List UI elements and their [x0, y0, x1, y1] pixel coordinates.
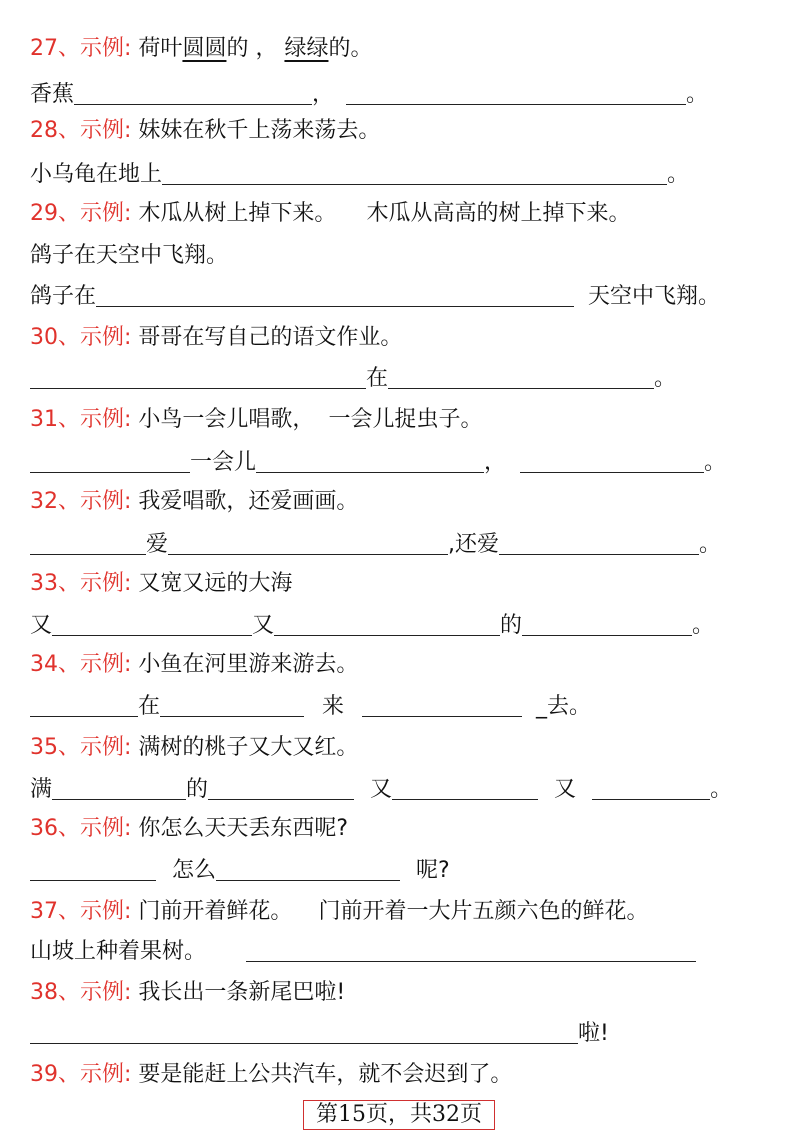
- q37-example-line: [30, 897, 648, 927]
- answer-blank[interactable]: [392, 777, 538, 800]
- q37-example-2: 门前开着一大片五颜六色的鲜花。: [318, 899, 649, 924]
- q34-fill-text: _去。: [536, 694, 592, 719]
- q35-example-line: [30, 733, 358, 763]
- q33-fill-text: 又: [252, 613, 275, 638]
- answer-blank[interactable]: [592, 777, 710, 800]
- q32-fill-text: ,还爱: [448, 532, 500, 557]
- q27-word-1: 圆圆: [182, 36, 227, 61]
- q27-text: 的 ，: [226, 36, 278, 61]
- q35-fill-text: 。: [710, 777, 733, 802]
- q33-fill-line: [30, 611, 714, 641]
- q37-example: 门前开着鲜花。: [138, 899, 293, 924]
- q29-example: 木瓜从树上掉下来。: [138, 201, 337, 226]
- answer-blank[interactable]: [346, 82, 686, 105]
- answer-blank[interactable]: [30, 1021, 578, 1044]
- q33-fill-text: 。: [692, 613, 715, 638]
- q38-example: 我长出一条新尾巴啦!: [138, 980, 346, 1005]
- q30-fill-text: 在: [366, 366, 389, 391]
- answer-blank[interactable]: [522, 613, 692, 636]
- q31-example: 小鸟一会儿唱歌，: [138, 407, 315, 432]
- q30-example: 哥哥在写自己的语文作业。: [138, 325, 403, 350]
- q39-label: 39、示例:: [30, 1062, 132, 1087]
- q27-text: 的。: [328, 36, 373, 61]
- q30-label: 30、示例:: [30, 325, 132, 350]
- q34-example-line: [30, 650, 358, 680]
- q34-fill-text: 来: [322, 694, 345, 719]
- q32-example: 我爱唱歌，还爱画画。: [138, 489, 359, 514]
- q31-fill-text: 一会儿: [190, 450, 257, 475]
- q34-label: 34、示例:: [30, 652, 132, 677]
- q35-fill-text: 又: [370, 777, 393, 802]
- q35-fill-text: 满: [30, 777, 53, 802]
- q29-sentence-line: [30, 241, 228, 271]
- answer-blank[interactable]: [30, 694, 138, 717]
- q32-fill-text: 。: [699, 532, 722, 557]
- q27-fill-line: [30, 80, 708, 110]
- answer-blank[interactable]: [168, 532, 448, 555]
- q33-fill-text: 又: [30, 613, 53, 638]
- answer-blank[interactable]: [30, 366, 366, 389]
- q30-fill-line: [30, 364, 676, 394]
- answer-blank[interactable]: [208, 777, 354, 800]
- answer-blank[interactable]: [30, 532, 146, 555]
- q39-example-line: [30, 1060, 512, 1090]
- q28-label: 28、示例:: [30, 118, 132, 143]
- q29-fill-text: 天空中飞翔。: [588, 284, 721, 309]
- q33-example-line: [30, 569, 292, 599]
- q37-label: 37、示例:: [30, 899, 132, 924]
- q32-label: 32、示例:: [30, 489, 132, 514]
- q31-fill-text: ，: [484, 450, 507, 475]
- q27-label: 27、示例:: [30, 36, 132, 61]
- q30-example-line: [30, 323, 402, 353]
- q31-example-2: 一会儿捉虫子。: [328, 407, 483, 432]
- answer-blank[interactable]: [388, 366, 654, 389]
- answer-blank[interactable]: [52, 613, 252, 636]
- q32-example-line: [30, 487, 358, 517]
- q29-fill-line: [30, 282, 720, 312]
- q31-fill-line: [30, 448, 726, 478]
- answer-blank[interactable]: [246, 939, 696, 962]
- q35-fill-line: [30, 775, 732, 805]
- q28-example-line: [30, 116, 380, 146]
- q32-fill-line: [30, 530, 721, 560]
- answer-blank[interactable]: [256, 450, 484, 473]
- q28-fill-text: 。: [667, 162, 690, 187]
- q36-label: 36、示例:: [30, 816, 132, 841]
- q30-fill-text: 。: [654, 366, 677, 391]
- q29-example-line: [30, 199, 630, 229]
- page-number: 第15页，共32页: [303, 1100, 495, 1130]
- answer-blank[interactable]: [499, 532, 699, 555]
- q36-fill-line: [30, 856, 450, 886]
- answer-blank[interactable]: [216, 858, 400, 881]
- answer-blank[interactable]: [74, 82, 312, 105]
- q29-fill-text: 鸽子在: [30, 284, 97, 309]
- q27-word-2: 绿绿: [284, 36, 329, 61]
- q33-fill-text: 的: [500, 613, 523, 638]
- q28-fill-text: 小乌龟在地上: [30, 162, 163, 187]
- q28-example: 妹妹在秋千上荡来荡去。: [138, 118, 381, 143]
- q36-example-line: [30, 814, 348, 844]
- answer-blank[interactable]: [96, 284, 574, 307]
- answer-blank[interactable]: [520, 450, 704, 473]
- q38-fill-text: 啦!: [578, 1021, 609, 1046]
- q34-fill-text: 在: [138, 694, 161, 719]
- q38-label: 38、示例:: [30, 980, 132, 1005]
- q33-label: 33、示例:: [30, 571, 132, 596]
- q31-fill-text: 。: [704, 450, 727, 475]
- q36-example: 你怎么天天丢东西呢?: [138, 816, 349, 841]
- q27-fill-text: ，: [312, 82, 335, 107]
- q29-label: 29、示例:: [30, 201, 132, 226]
- q36-fill-text: 怎么: [172, 858, 217, 883]
- q37-fill-line: [30, 937, 696, 967]
- q34-example: 小鱼在河里游来游去。: [138, 652, 359, 677]
- q39-example: 要是能赶上公共汽车，就不会迟到了。: [138, 1062, 513, 1087]
- q38-fill-line: [30, 1019, 609, 1049]
- q37-sentence: 山坡上种着果树。: [30, 939, 207, 964]
- q38-example-line: [30, 978, 345, 1008]
- q35-fill-text: 的: [186, 777, 209, 802]
- answer-blank[interactable]: [30, 450, 190, 473]
- q36-fill-text: 呢?: [416, 858, 450, 883]
- q29-sentence: 鸽子在天空中飞翔。: [30, 243, 229, 268]
- q27-text: 荷叶: [138, 36, 183, 61]
- answer-blank[interactable]: [162, 162, 667, 185]
- q27-fill-text: 香蕉: [30, 82, 75, 107]
- q35-label: 35、示例:: [30, 735, 132, 760]
- q34-fill-line: [30, 692, 591, 722]
- answer-blank[interactable]: [160, 694, 304, 717]
- answer-blank[interactable]: [362, 694, 522, 717]
- q35-fill-text: 又: [554, 777, 577, 802]
- q29-example-2: 木瓜从高高的树上掉下来。: [366, 201, 631, 226]
- q28-fill-line: [30, 160, 689, 190]
- q27-fill-text: 。: [686, 82, 709, 107]
- answer-blank[interactable]: [52, 777, 186, 800]
- q31-example-line: [30, 405, 482, 435]
- q32-fill-text: 爱: [146, 532, 169, 557]
- q33-example: 又宽又远的大海: [138, 571, 293, 596]
- answer-blank[interactable]: [274, 613, 500, 636]
- answer-blank[interactable]: [30, 858, 156, 881]
- q27-example-line: [30, 34, 372, 64]
- q31-label: 31、示例:: [30, 407, 132, 432]
- q35-example: 满树的桃子又大又红。: [138, 735, 359, 760]
